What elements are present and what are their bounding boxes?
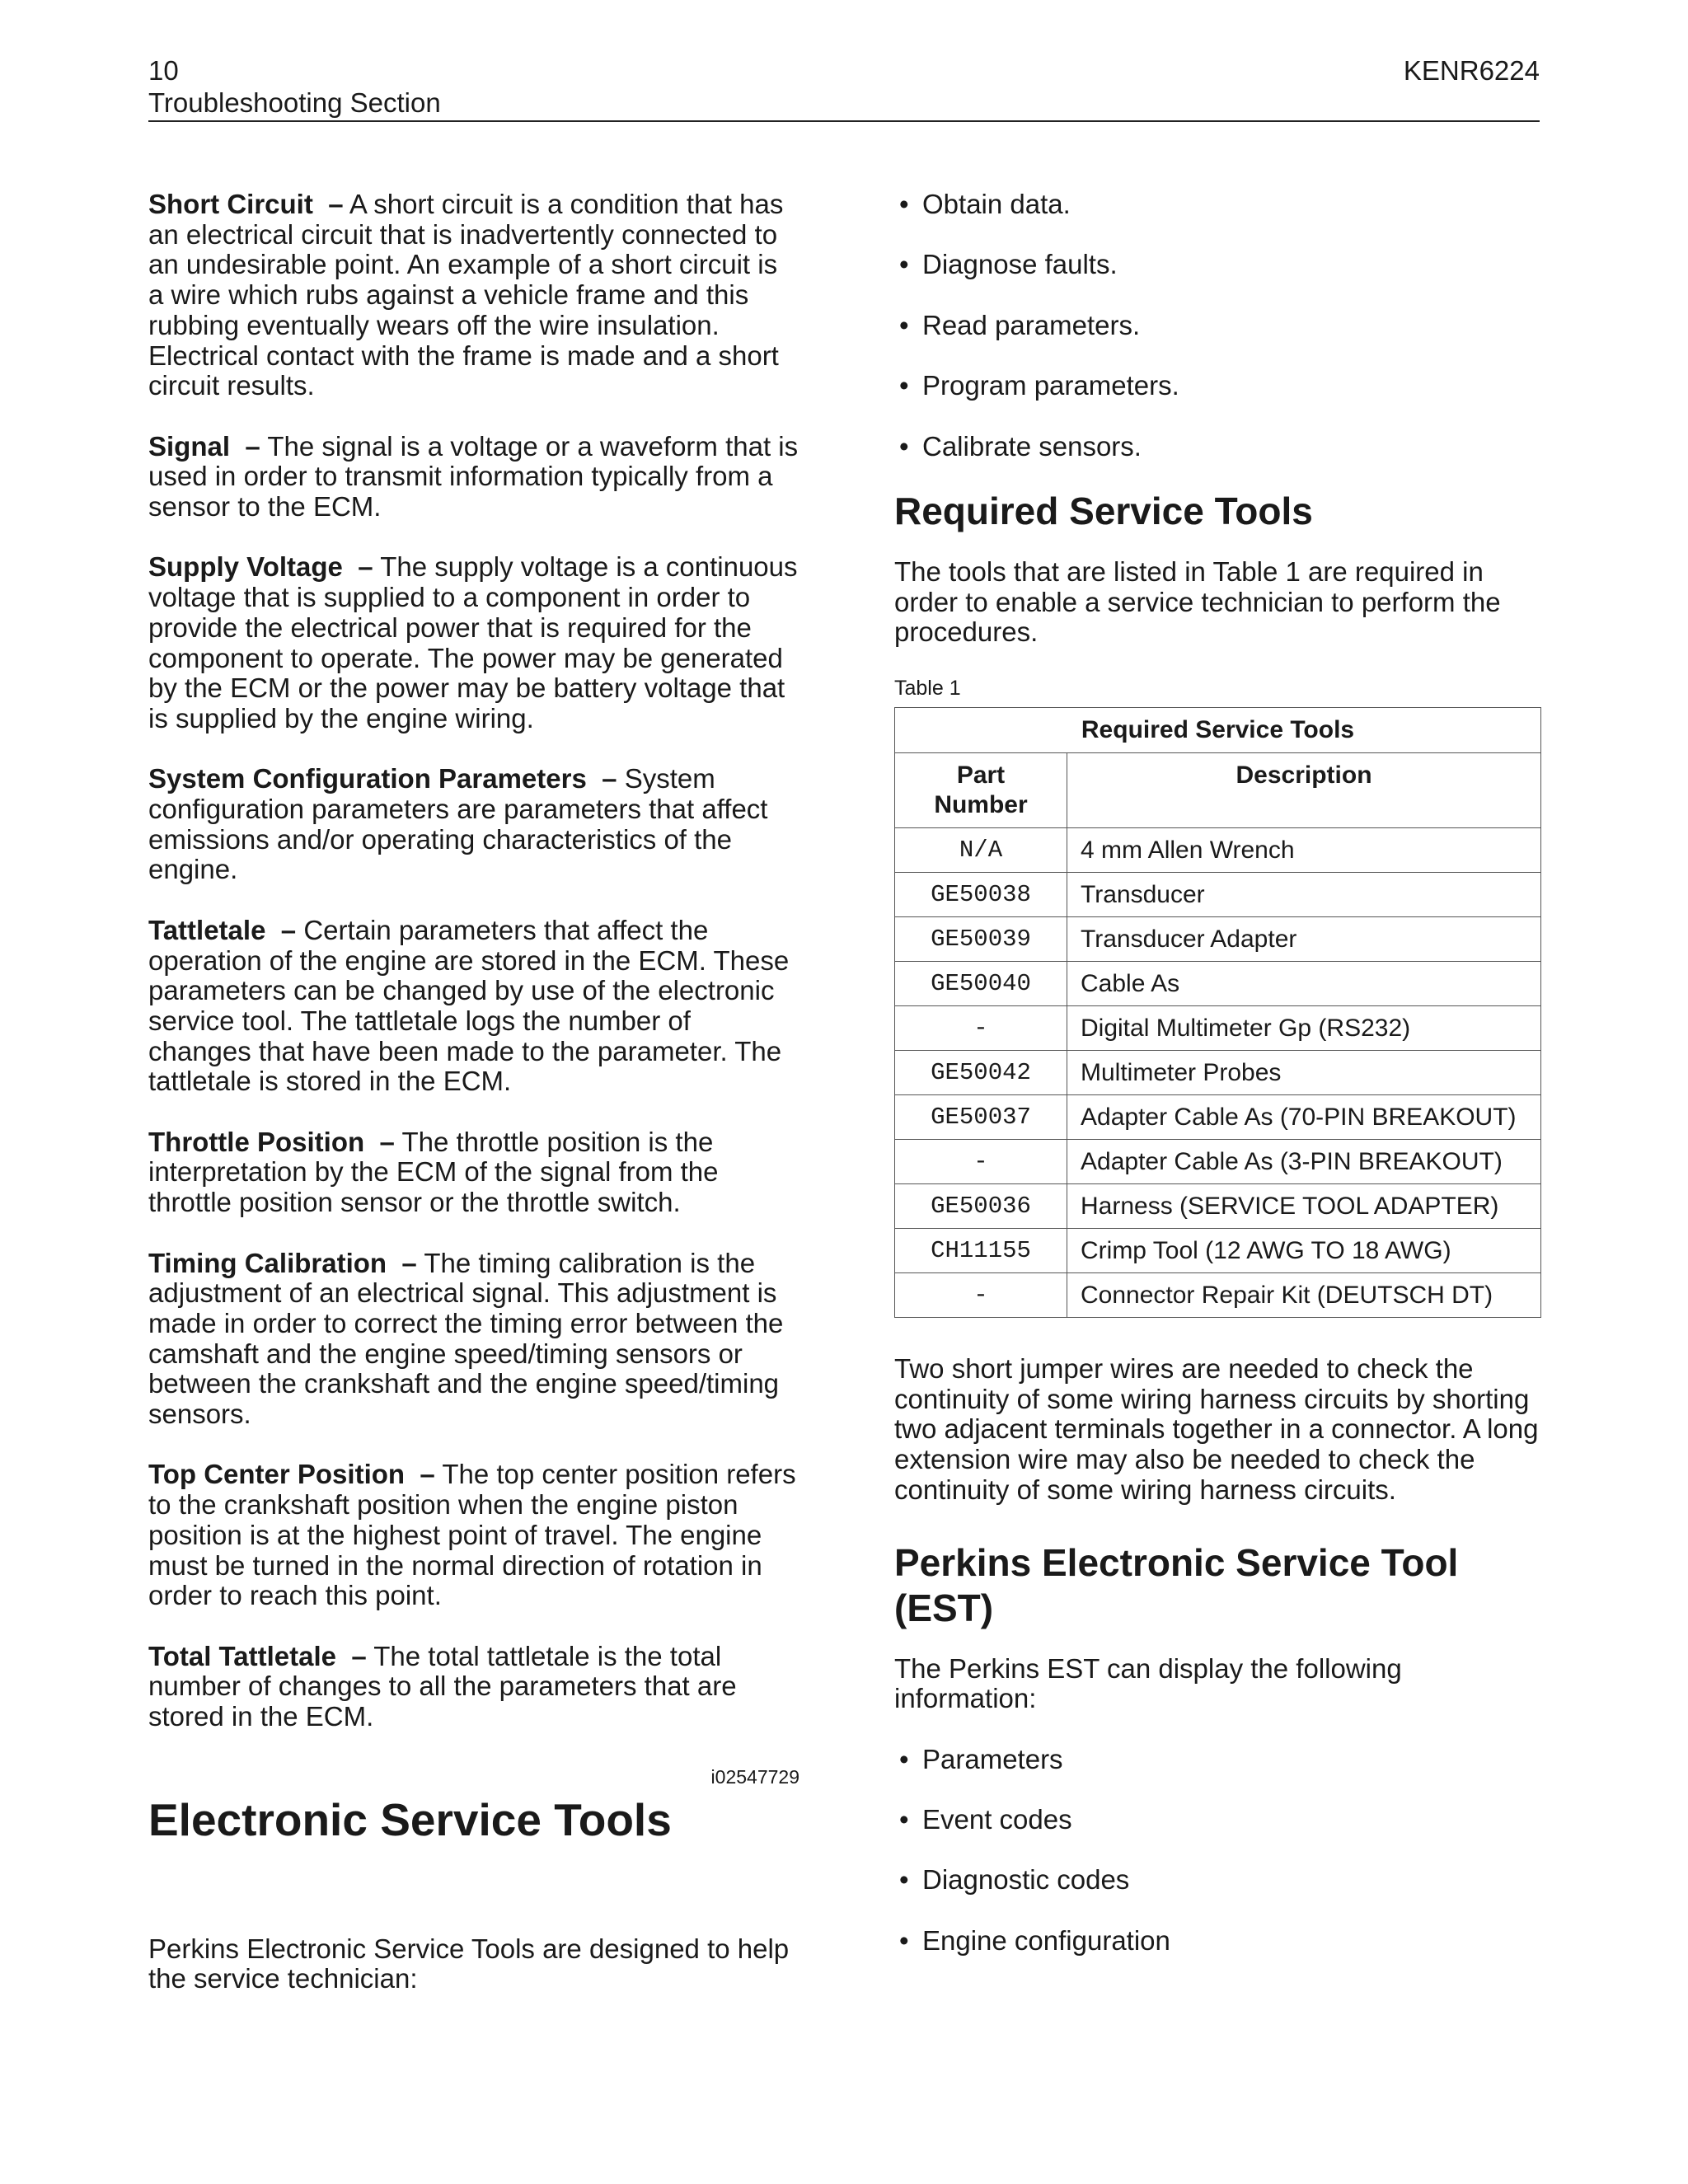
description-cell: Digital Multimeter Gp (RS232) (1067, 1006, 1541, 1051)
right-column (894, 190, 1541, 1986)
definition-paragraph (148, 1127, 799, 1218)
definition-paragraph (148, 1249, 799, 1430)
definition-text: The total tattletale is the total number of changes to all the parameters that are stored in the ECM. (148, 1640, 737, 1732)
definition-paragraph (148, 432, 799, 523)
part-number-cell: N/A (895, 828, 1067, 873)
list-item-text: Diagnose faults. (922, 249, 1118, 280)
table-row (895, 1051, 1541, 1095)
description-cell: Connector Repair Kit (DEUTSCH DT) (1067, 1273, 1541, 1318)
definition-paragraph (148, 552, 799, 733)
definition-dash: – (379, 1126, 395, 1157)
part-number-cell: - (895, 1006, 1067, 1051)
list-item-text: Event codes (922, 1804, 1072, 1835)
part-number-cell: GE50042 (895, 1051, 1067, 1095)
description-cell: Multimeter Probes (1067, 1051, 1541, 1095)
table-row (895, 1095, 1541, 1140)
list-item-text: Engine configuration (922, 1924, 1170, 1956)
jumper-wire-paragraph: Two short jumper wires are needed to check the continuity of some wiring harness circuits by shorting two adjacent terminals together in a connector. A long extension wire may also be needed to check the continuity of some wiring harness circuits. (894, 1353, 1539, 1505)
table-row (895, 1140, 1541, 1184)
description-cell: Crimp Tool (12 AWG TO 18 AWG) (1067, 1229, 1541, 1273)
definition-text: The top center position refers to the crankshaft position when the engine piston position is at the highest point of travel. The engine must be turned in the normal direction of rotation in order to reach this point. (148, 1459, 796, 1611)
document-id: KENR6224 (1403, 55, 1540, 86)
capability-item (894, 371, 1541, 401)
part-number-cell: GE50036 (895, 1184, 1067, 1229)
capability-item (894, 190, 1541, 220)
part-number-cell: CH11155 (895, 1229, 1067, 1273)
definition-dash: – (280, 914, 297, 945)
definition-text: The signal is a voltage or a waveform that is used in order to transmit information typically from a sensor to the ECM. (148, 430, 799, 523)
capabilities-list (894, 190, 1541, 462)
part-number-cell: GE50040 (895, 962, 1067, 1006)
est-info-item (894, 1805, 1541, 1835)
est-intro-paragraph: Perkins Electronic Service Tools are designed to help the service technician: (148, 1933, 790, 1994)
definition-paragraph (148, 764, 799, 885)
bullet-icon: • (899, 1743, 909, 1774)
table-row (895, 917, 1541, 962)
perkins-est-heading-line1: Perkins Electronic Service Tool (894, 1540, 1459, 1584)
table-caption: Table 1 (894, 677, 961, 701)
definition-dash: – (328, 189, 344, 219)
list-item-text: Program parameters. (922, 370, 1179, 401)
est-info-item (894, 1926, 1541, 1957)
list-item-text: Calibrate sensors. (922, 430, 1142, 462)
header-divider (148, 120, 1540, 122)
electronic-service-tools-heading: Electronic Service Tools (148, 1793, 672, 1845)
bullet-icon: • (899, 430, 909, 462)
table-body (895, 828, 1541, 1318)
left-column (148, 190, 799, 1994)
capability-item (894, 432, 1541, 462)
bullet-icon: • (899, 189, 909, 219)
definition-term: Top Center Position (148, 1459, 406, 1490)
perkins-est-heading-line2: (EST) (894, 1586, 994, 1629)
definition-dash: – (245, 430, 260, 462)
description-cell: Harness (SERVICE TOOL ADAPTER) (1067, 1184, 1541, 1229)
column-header-part-number (895, 753, 1067, 828)
list-item-text: Diagnostic codes (922, 1864, 1130, 1896)
definition-paragraph (148, 190, 799, 401)
definition-term: System Configuration Parameters (148, 763, 587, 794)
definition-dash: – (602, 763, 617, 794)
definition-text: The throttle position is the interpretation by the ECM of the signal from the throttle position sensor or the throttle switch. (148, 1126, 719, 1218)
part-number-cell: - (895, 1140, 1067, 1184)
list-item-text: Parameters (922, 1743, 1063, 1774)
table-row (895, 1006, 1541, 1051)
definition-text: The supply voltage is a continuous voltage that is supplied to a component in order to provide the electrical power that is required for the component to operate. The power may be generated by the ECM or the power may be battery voltage that is supplied by the engine wiring. (148, 551, 798, 733)
part-number-cell: GE50038 (895, 873, 1067, 917)
definition-paragraph (148, 916, 799, 1097)
capability-item (894, 311, 1541, 341)
definition-term: Throttle Position (148, 1126, 365, 1157)
definition-term: Supply Voltage (148, 551, 343, 583)
definition-text: Certain parameters that affect the operation of the engine are stored in the ECM. These parameters can be changed by use of the electronic service tool. The tattletale logs the number of changes that have been made to the parameter. The tattletale is stored in the ECM. (148, 914, 790, 1097)
table-row (895, 962, 1541, 1006)
definition-paragraph (148, 1460, 799, 1611)
bullet-icon: • (899, 1924, 909, 1956)
definition-dash: – (351, 1640, 367, 1671)
bullet-icon: • (899, 1804, 909, 1835)
required-tools-intro: The tools that are listed in Table 1 are required in order to enable a service technician to perform the procedures. (894, 555, 1501, 648)
column-header-part-line2: Number (934, 791, 1028, 819)
page-number: 10 (148, 55, 179, 86)
part-number-cell: GE50037 (895, 1095, 1067, 1140)
required-tools-heading: Required Service Tools (894, 489, 1313, 532)
section-title: Troubleshooting Section (148, 87, 441, 118)
column-header-part-line1: Part (956, 762, 1006, 790)
list-item-text: Obtain data. (922, 189, 1071, 219)
table-row (895, 873, 1541, 917)
definition-dash: – (358, 551, 373, 583)
description-cell: Adapter Cable As (3-PIN BREAKOUT) (1067, 1140, 1541, 1184)
definition-dash: – (401, 1247, 417, 1278)
description-cell: Cable As (1067, 962, 1541, 1006)
part-number-cell: - (895, 1273, 1067, 1318)
definition-term: Total Tattletale (148, 1640, 336, 1671)
description-cell: Transducer (1067, 873, 1541, 917)
est-info-item (894, 1865, 1541, 1896)
definition-term: Timing Calibration (148, 1247, 387, 1278)
definition-text: System configuration parameters are parameters that affect emissions and/or operating characteristics of the engine. (148, 763, 768, 885)
bullet-icon: • (899, 249, 909, 280)
est-information-list (894, 1745, 1541, 1957)
bullet-icon: • (899, 370, 909, 401)
definition-term: Tattletale (148, 914, 266, 945)
bullet-icon: • (899, 309, 909, 340)
definition-text: A short circuit is a condition that has an electrical circuit that is inadvertently connected to an undesirable point. An example of a short circuit is a wire which rubs against a vehicle frame and this rubbing eventually wears off the wire insulation. Electrical contact with the frame is made and a short circuit results. (148, 189, 784, 401)
definition-term: Signal (148, 430, 231, 462)
definition-text: The timing calibration is the adjustment of an electrical signal. This adjustment is made in order to correct the timing error between the camshaft and the engine speed/timing sensors or between the crankshaft and the engine speed/timing sensors. (148, 1247, 784, 1430)
reference-id: i02547729 (710, 1765, 799, 1788)
column-header-description: Description (1067, 753, 1541, 828)
perkins-est-intro: The Perkins EST can display the following information: (894, 1652, 1402, 1714)
table-row (895, 828, 1541, 873)
description-cell: Adapter Cable As (70-PIN BREAKOUT) (1067, 1095, 1541, 1140)
description-cell: 4 mm Allen Wrench (1067, 828, 1541, 873)
bullet-icon: • (899, 1864, 909, 1896)
table-row (895, 1184, 1541, 1229)
capability-item (894, 250, 1541, 280)
table-title: Required Service Tools (895, 708, 1541, 753)
list-item-text: Read parameters. (922, 309, 1141, 340)
est-info-item (894, 1745, 1541, 1775)
table-row (895, 1273, 1541, 1318)
required-tools-table (894, 707, 1541, 1318)
definitions-list (148, 190, 799, 1732)
table-row (895, 1229, 1541, 1273)
perkins-est-heading (894, 1540, 1541, 1631)
definition-term: Short Circuit (148, 189, 313, 219)
definition-paragraph (148, 1642, 799, 1732)
description-cell: Transducer Adapter (1067, 917, 1541, 962)
definition-dash: – (420, 1459, 435, 1490)
part-number-cell: GE50039 (895, 917, 1067, 962)
